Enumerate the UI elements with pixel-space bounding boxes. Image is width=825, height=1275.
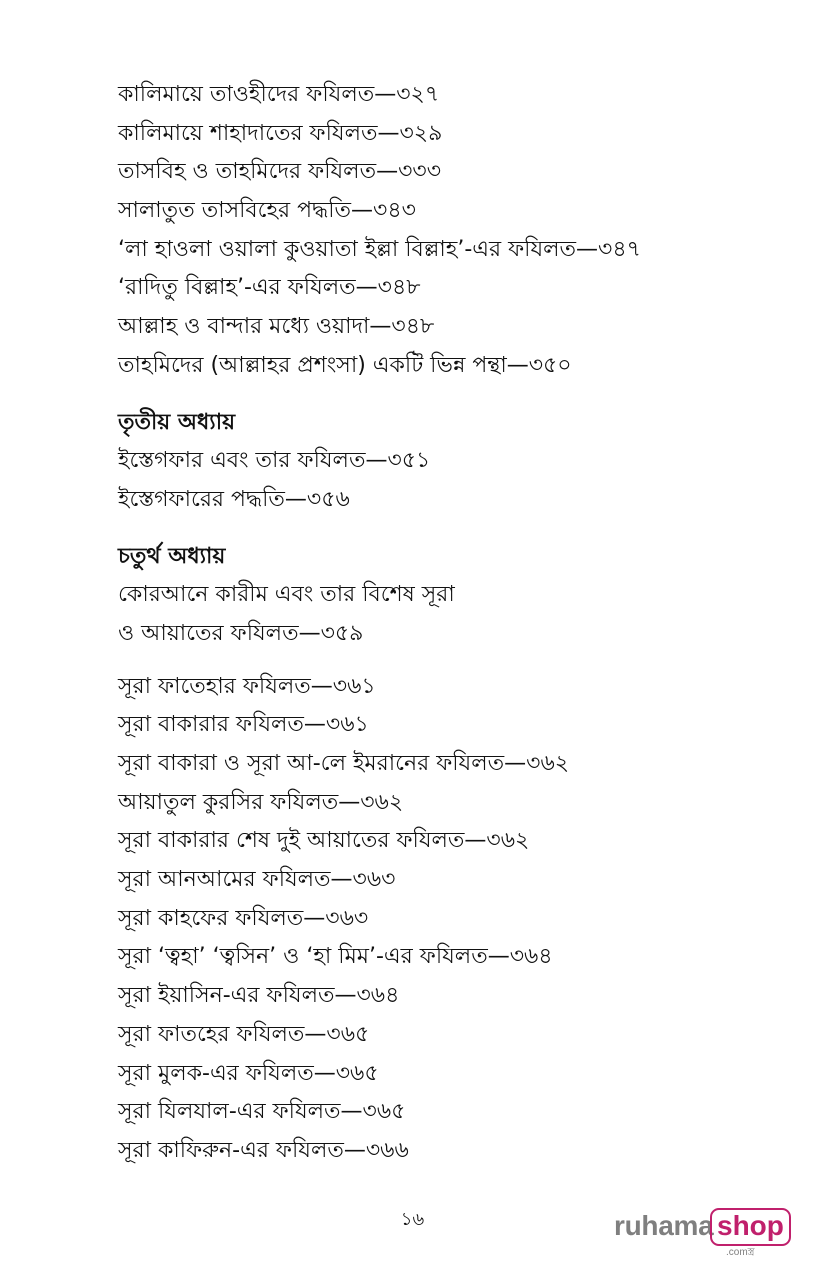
toc-subentry: সূরা আনআমের ফযিলত—৩৬৩: [118, 867, 396, 893]
toc-subentry: সূরা বাকারার ফযিলত—৩৬১: [118, 712, 369, 738]
toc-entry: ‘রাদিতু বিল্লাহ’-এর ফযিলত—৩৪৮: [118, 275, 421, 301]
toc-entry: কোরআনে কারীম এবং তার বিশেষ সূরা: [118, 582, 455, 608]
toc-entry: ও আয়াতের ফযিলত—৩৫৯: [118, 620, 364, 646]
brand-logo: [614, 1210, 784, 1260]
toc-entry: ইস্তেগফার এবং তার ফযিলত—৩৫১: [118, 448, 431, 474]
table-of-contents: [118, 76, 758, 1171]
page-number: ১৬: [400, 1209, 425, 1230]
toc-entry: ‘লা হাওলা ওয়ালা কুওয়াতা ইল্লা বিল্লাহ’-এর ফযিলত—৩৪৭: [118, 236, 641, 262]
toc-entry: সালাতুত তাসবিহের পদ্ধতি—৩৪৩: [118, 198, 416, 224]
toc-section-chapter-4: [118, 538, 758, 1171]
toc-subentry: সূরা মুলক-এর ফযিলত—৩৬৫: [118, 1060, 379, 1086]
toc-subentry: সূরা কাহফের ফযিলত—৩৬৩: [118, 905, 369, 931]
toc-subentry: সূরা যিলযাল-এর ফযিলত—৩৬৫: [118, 1099, 406, 1125]
toc-subentry: সূরা ফাতেহার ফযিলত—৩৬১: [118, 673, 376, 699]
toc-section-chapter-3: [118, 404, 758, 520]
toc-entry: কালিমায়ে তাওহীদের ফযিলত—৩২৭: [118, 82, 440, 107]
toc-entry: আল্লাহ ও বান্দার মধ্যে ওয়াদা—৩৪৮: [118, 314, 435, 340]
toc-subentry: সূরা ইয়াসিন-এর ফযিলত—৩৬৪: [118, 983, 400, 1009]
toc-entry: তাহমিদের (আল্লাহর প্রশংসা) একটি ভিন্ন পন্থা—৩৫০: [118, 352, 572, 378]
toc-subentry: সূরা কাফিরুন-এর ফযিলত—৩৬৬: [118, 1137, 409, 1163]
toc-entry: তাসবিহ ও তাহমিদের ফযিলত—৩৩৩: [118, 159, 442, 185]
brand-suffix: .comস্ত্র: [726, 1247, 755, 1258]
toc-subentry: সূরা ফাতহের ফযিলত—৩৬৫: [118, 1021, 370, 1047]
brand-name-part1: ruhama: [614, 1210, 714, 1241]
chapter-heading: চতুর্থ অধ্যায়: [118, 543, 226, 569]
chapter-heading: তৃতীয় অধ্যায়: [118, 409, 236, 435]
toc-subentry: আয়াতুল কুরসির ফযিলত—৩৬২: [118, 789, 404, 815]
toc-subentry: সূরা বাকারা ও সূরা আ-লে ইমরানের ফযিলত—৩৬২: [118, 751, 570, 776]
toc-section-continued: [118, 76, 758, 386]
brand-name-part2: shop: [710, 1208, 791, 1246]
toc-entry: ইস্তেগফারের পদ্ধতি—৩৫৬: [118, 486, 350, 512]
toc-entry: কালিমায়ে শাহাদাতের ফযিলত—৩২৯: [118, 120, 443, 146]
toc-subentry: সূরা ‘ত্বহা’ ‘ত্বসিন’ ও ‘হা মিম’-এর ফযিলত—৩৬৪: [118, 944, 553, 970]
toc-subentry: সূরা বাকারার শেষ দুই আয়াতের ফযিলত—৩৬২: [118, 828, 530, 854]
